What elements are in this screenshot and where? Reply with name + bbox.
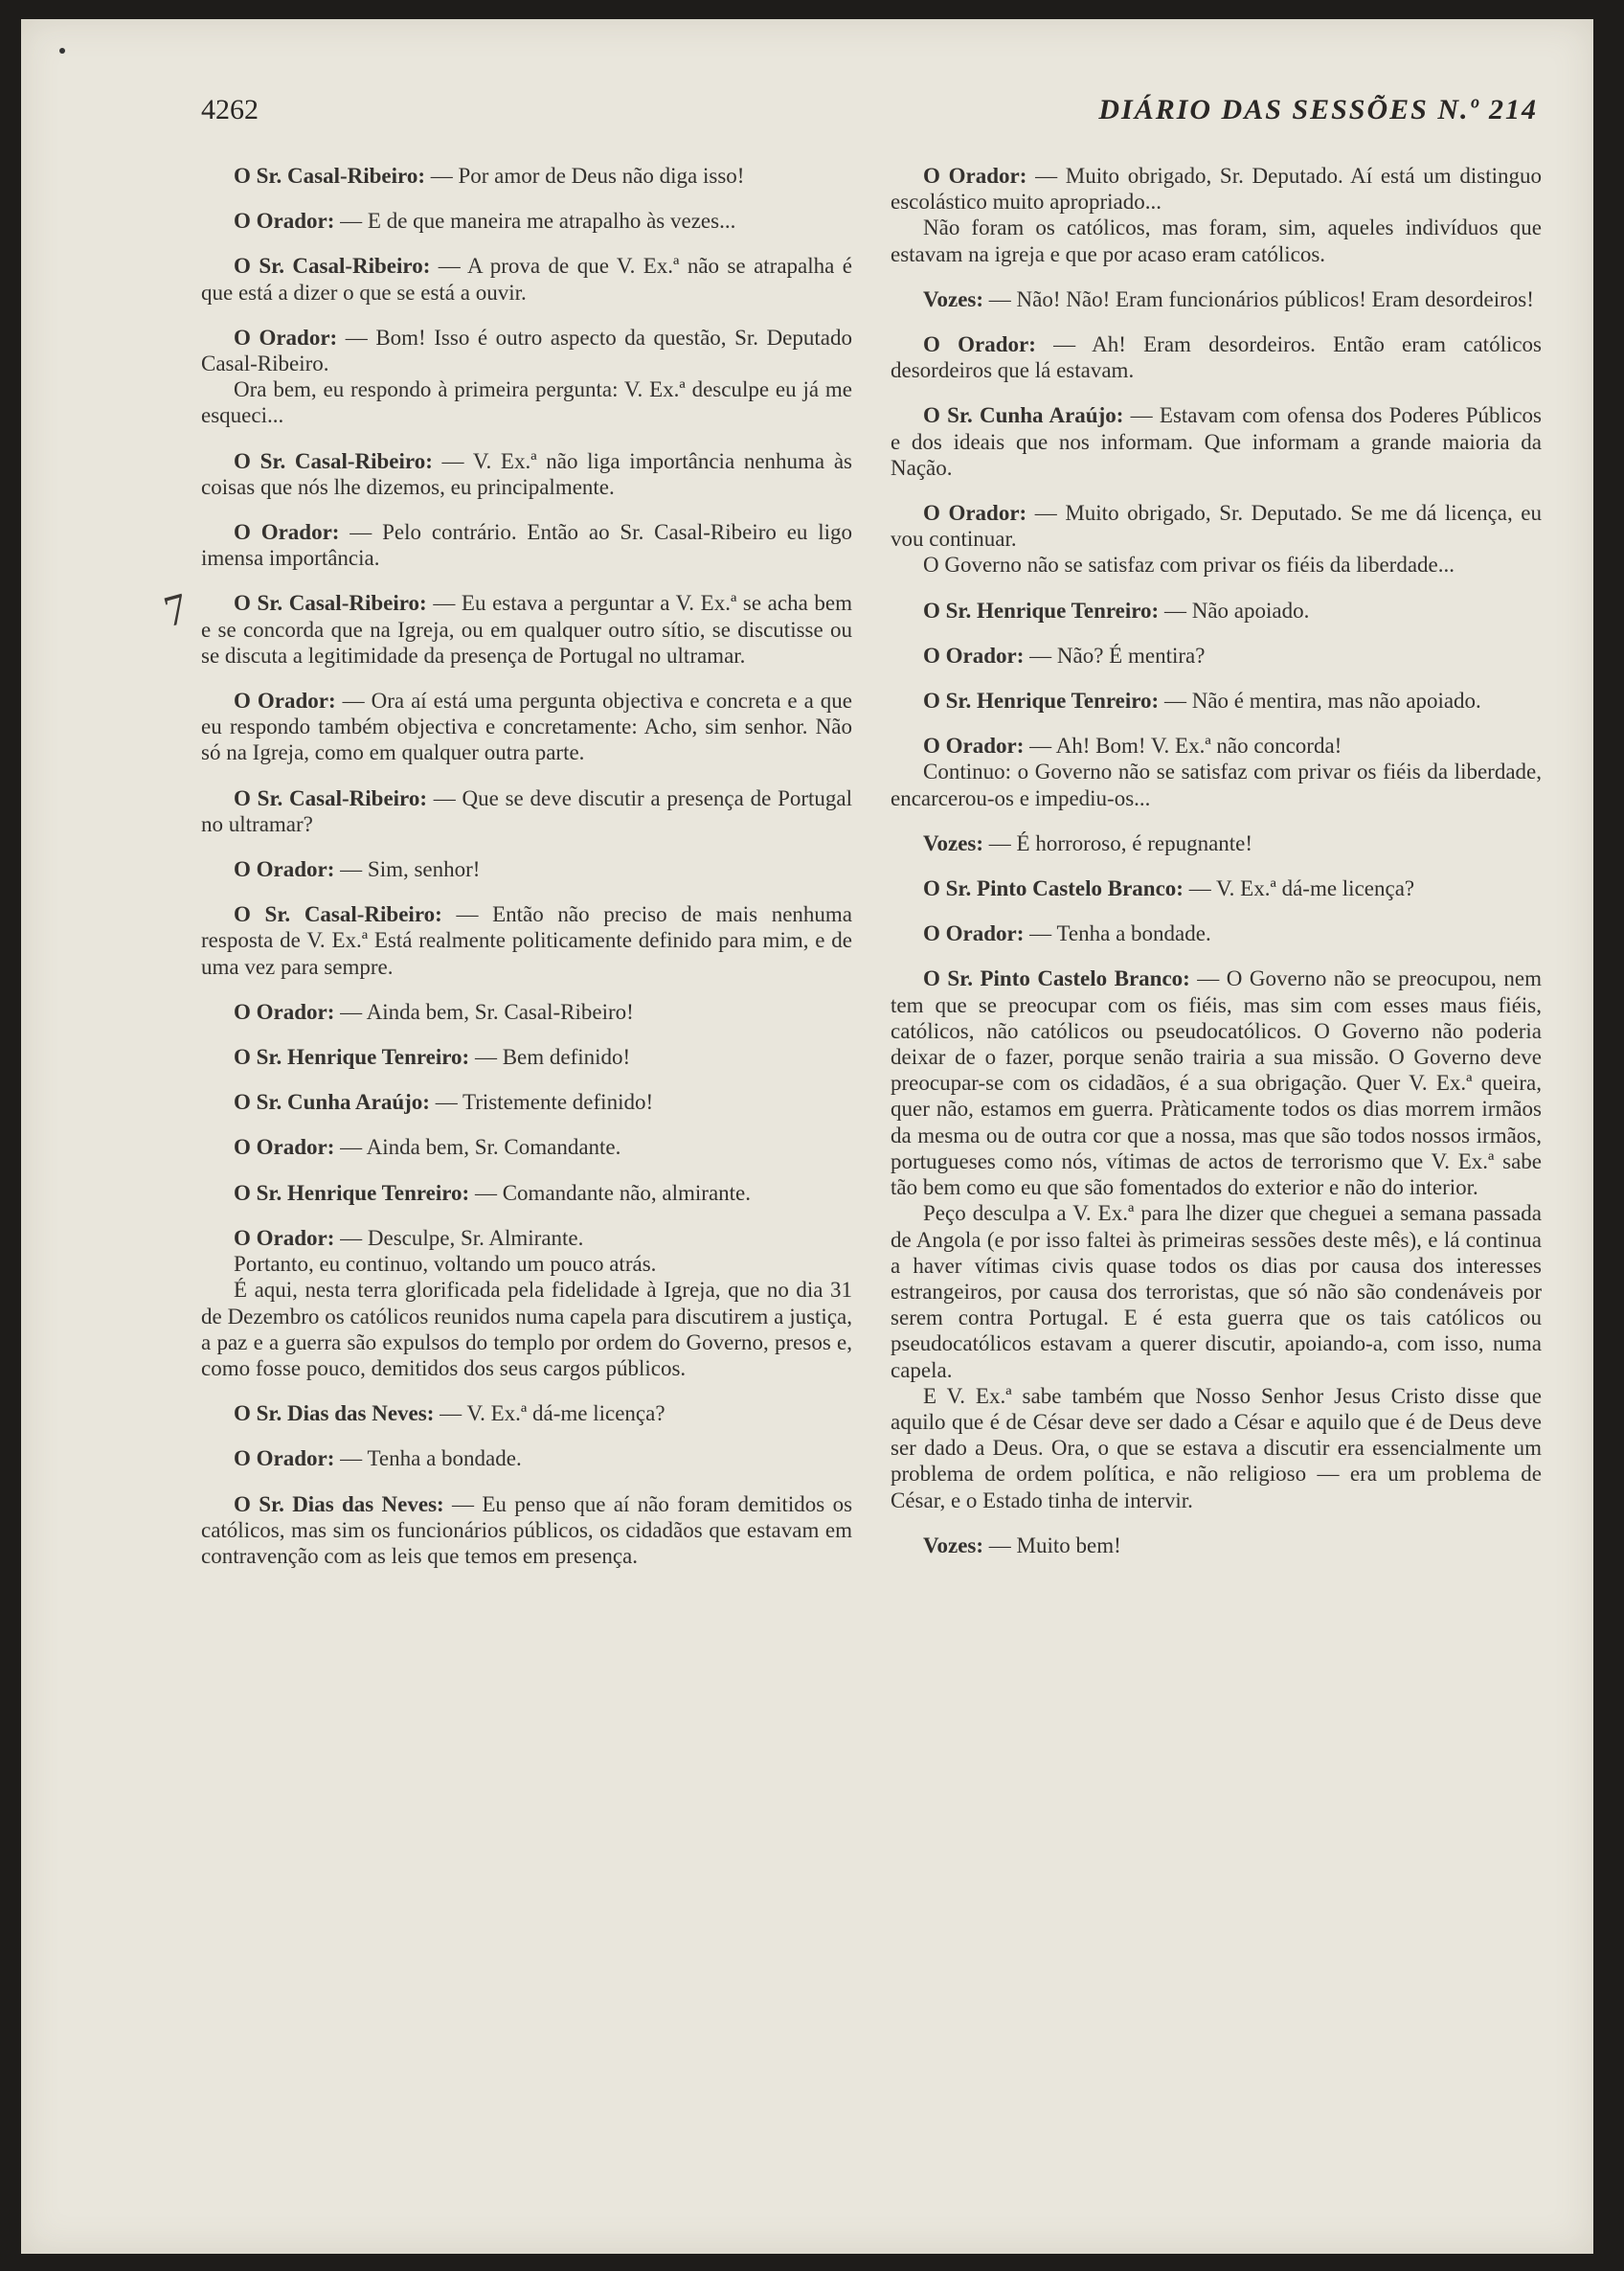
speaker-name: O Orador:: [923, 921, 1025, 946]
speech-text: — Bom! Isso é outro aspecto da questão, Sr. Deputado Casal-Ribeiro.: [201, 325, 852, 376]
speech-paragraph: [891, 1533, 1542, 1558]
speech-paragraph: [891, 875, 1542, 901]
speech-paragraph: [201, 590, 852, 669]
speaker-name: O Orador:: [234, 689, 336, 714]
speech-paragraph: [891, 920, 1542, 946]
speech-paragraph: [891, 830, 1542, 856]
left-column: [201, 163, 852, 1588]
margin-mark: 7: [158, 582, 193, 637]
speaker-name: O Sr. Casal-Ribeiro:: [234, 164, 425, 188]
speech-text: — A prova de que V. Ex.ª não se atrapalha é que está a dizer o que se está a ouvir.: [201, 254, 852, 305]
speaker-name: O Sr. Casal-Ribeiro:: [234, 785, 427, 810]
document-page: [21, 19, 1593, 2254]
speaker-name: O Orador:: [234, 520, 340, 545]
speech-paragraph: [201, 376, 852, 428]
speaker-name: O Sr. Henrique Tenreiro:: [923, 598, 1160, 623]
speech-paragraph: [891, 552, 1542, 578]
speech-paragraph: [891, 163, 1542, 215]
speech-paragraph: [201, 1044, 852, 1070]
speech-paragraph: [891, 331, 1542, 383]
speech-text: — Ah! Eram desordeiros. Então eram católicos desordeiros que lá estavam.: [891, 332, 1543, 383]
speech-paragraph: [201, 999, 852, 1025]
speech-paragraph: [201, 1225, 852, 1251]
speaker-name: O Sr. Pinto Castelo Branco:: [923, 876, 1184, 901]
speech-paragraph: [891, 643, 1542, 669]
speaker-name: O Orador:: [923, 501, 1027, 526]
speaker-name: O Orador:: [234, 325, 338, 350]
speech-text: — Muito bem!: [988, 1533, 1121, 1557]
speaker-name: O Orador:: [923, 734, 1025, 759]
speech-text: — E de que maneira me atrapalho às vezes...: [340, 209, 736, 234]
speech-paragraph: [891, 759, 1542, 810]
speech-paragraph: [891, 402, 1542, 481]
speaker-name: O Orador:: [234, 1225, 335, 1250]
speech-text: — Tristemente definido!: [435, 1090, 654, 1115]
right-column: [891, 163, 1542, 1578]
speech-text: Peço desculpa a V. Ex.ª para lhe dizer que cheguei a semana passada de Angola (e por isso faltei às primeiras sessões deste mês), e lá continua a haver vítimas civis quase todos os dias por causa dos interesses estrangeiros, por causa dos terroristas, que só não são condenáveis por serem contra Portugal. E é esta guerra que os tais católicos ou pseudocatólicos estavam a querer discutir, apoiando-a, com isso, numa capela.: [891, 1201, 1542, 1382]
speech-text: Portanto, eu continuo, voltando um pouco atrás.: [234, 1252, 657, 1277]
speech-paragraph: [891, 500, 1542, 552]
speech-text: — Pelo contrário. Então ao Sr. Casal-Ribeiro eu ligo imensa importância.: [201, 520, 853, 571]
speaker-name: O Orador:: [923, 164, 1027, 188]
speech-text: — É horroroso, é repugnante!: [988, 830, 1253, 855]
speech-text: O Governo não se satisfaz com privar os fiéis da liberdade...: [923, 553, 1455, 578]
speech-paragraph: [891, 286, 1542, 312]
speech-paragraph: [201, 1180, 852, 1206]
speech-text: — Ainda bem, Sr. Comandante.: [340, 1135, 621, 1160]
speech-paragraph: [201, 163, 852, 189]
speaker-name: O Sr. Dias das Neves:: [234, 1491, 444, 1516]
speech-text: — Muito obrigado, Sr. Deputado. Aí está um distinguo escolástico muito apropriado...: [891, 164, 1542, 215]
speaker-name: Vozes:: [923, 830, 984, 855]
speaker-name: Vozes:: [923, 286, 984, 311]
speaker-name: O Sr. Pinto Castelo Branco:: [923, 966, 1190, 991]
speech-paragraph: [201, 785, 852, 837]
speaker-name: O Orador:: [234, 857, 335, 882]
speech-text: — Não? É mentira?: [1029, 643, 1206, 668]
speech-text: — Não é mentira, mas não apoiado.: [1163, 689, 1481, 714]
speaker-name: O Sr. Henrique Tenreiro:: [923, 689, 1160, 714]
page-number: 4262: [201, 94, 259, 125]
speech-paragraph: [201, 856, 852, 882]
speech-text: É aqui, nesta terra glorificada pela fidelidade à Igreja, que no dia 31 de Dezembro os católicos reunidos numa capela para discutirem a justiça, a paz e a guerra são expulsos do templo por ordem do Governo, presos e, como fosse pouco, demitidos dos seus cargos públicos.: [201, 1278, 852, 1380]
speaker-name: O Sr. Cunha Araújo:: [234, 1090, 430, 1115]
speech-text: — Então não preciso de mais nenhuma resposta de V. Ex.ª Está realmente politicamente definido para mim, e de uma vez para sempre.: [201, 902, 853, 979]
speaker-name: O Sr. Casal-Ribeiro:: [234, 448, 433, 473]
speech-paragraph: [201, 1445, 852, 1471]
speaker-name: O Orador:: [234, 209, 335, 234]
speech-text: — V. Ex.ª não liga importância nenhuma às coisas que nós lhe dizemos, eu principalmente.: [201, 448, 852, 499]
speech-paragraph: [201, 325, 852, 376]
speaker-name: O Sr. Casal-Ribeiro:: [234, 902, 442, 927]
speech-paragraph: [201, 448, 852, 500]
speech-paragraph: [201, 688, 852, 766]
speaker-name: O Sr. Casal-Ribeiro:: [234, 591, 427, 616]
speech-paragraph: [891, 1200, 1542, 1382]
speech-text: — Que se deve discutir a presença de Portugal no ultramar?: [201, 785, 853, 836]
corner-dot: [59, 48, 65, 54]
speech-paragraph: [201, 1400, 852, 1426]
speaker-name: O Sr. Henrique Tenreiro:: [234, 1180, 470, 1205]
speaker-name: O Sr. Henrique Tenreiro:: [234, 1045, 470, 1070]
speech-text: — Tenha a bondade.: [1029, 921, 1211, 946]
speech-paragraph: [891, 215, 1542, 266]
speech-paragraph: [201, 1134, 852, 1160]
speech-text: — Ainda bem, Sr. Casal-Ribeiro!: [340, 999, 634, 1024]
speech-paragraph: [891, 1383, 1542, 1513]
speech-text: — V. Ex.ª dá-me licença?: [440, 1401, 665, 1426]
speech-text: Não foram os católicos, mas foram, sim, aqueles indivíduos que estavam na igreja e que por acaso eram católicos.: [891, 216, 1542, 266]
speech-paragraph: [891, 965, 1542, 1200]
speech-text: — Não apoiado.: [1163, 598, 1310, 623]
speech-text: — Tenha a bondade.: [340, 1446, 522, 1471]
speech-text: — Ora aí está uma pergunta objectiva e concreta e a que eu respondo também objectiva e concretamente: Acho, sim senhor. Não só na Igreja, como em qualquer outra parte.: [201, 689, 853, 765]
speaker-name: O Sr. Casal-Ribeiro:: [234, 254, 431, 279]
journal-title: DIÁRIO DAS SESSÕES N.º 214: [1098, 94, 1538, 125]
speech-text: — Sim, senhor!: [340, 857, 481, 882]
speech-text: — O Governo não se preocupou, nem tem que se preocupar com os fiéis, mas sim com esses maus fiéis, católicos, não católicos ou pseudocatólicos. O Governo não poderia deixar de o fazer, porque senão trairia a sua missão. O Governo deve preocupar-se com os cidadãos, é a sua obrigação. Quer V. Ex.ª queira, quer não, estamos em guerra. Pràticamente todos os dias morrem irmãos da mesma ou de outra cor que a nossa, mas que são todos nossos irmãos, portugueses como nós, vítimas de actos de terrorismo que V. Ex.ª sabe tão bem como eu que são fomentados do exterior e não do interior.: [891, 966, 1542, 1200]
speech-text: — Por amor de Deus não diga isso!: [430, 164, 745, 188]
speech-paragraph: [891, 733, 1542, 759]
speech-text: Continuo: o Governo não se satisfaz com privar os fiéis da liberdade, encarcerou-os e impediu-os...: [891, 760, 1542, 810]
speech-text: — Estavam com ofensa dos Poderes Públicos e dos ideais que nos informam. Que informam a grande maioria da Nação.: [891, 403, 1542, 480]
speech-text: E V. Ex.ª sabe também que Nosso Senhor Jesus Cristo disse que aquilo que é de César deve ser dado a César e aquilo que é de Deus deve ser dado a Deus. Ora, o que se estava a discutir era essencialmente um problema de ordem política, e não religioso — era um problema de César, e o Estado tinha de intervir.: [891, 1383, 1542, 1512]
speech-paragraph: [201, 519, 852, 571]
speech-text: — Ah! Bom! V. Ex.ª não concorda!: [1029, 734, 1342, 759]
speaker-name: O Orador:: [234, 1446, 335, 1471]
page-header: [201, 94, 1538, 142]
speech-paragraph: [201, 1251, 852, 1277]
speech-text: — Comandante não, almirante.: [474, 1180, 752, 1205]
speaker-name: O Orador:: [234, 999, 335, 1024]
speech-paragraph: [201, 253, 852, 305]
speaker-name: O Sr. Dias das Neves:: [234, 1401, 435, 1426]
speech-paragraph: [201, 1277, 852, 1381]
speech-text: — Muito obrigado, Sr. Deputado. Se me dá licença, eu vou continuar.: [891, 501, 1543, 552]
speech-text: — Bem definido!: [474, 1045, 631, 1070]
speech-text: — Desculpe, Sr. Almirante.: [340, 1225, 584, 1250]
speech-paragraph: [201, 208, 852, 234]
speech-paragraph: [891, 598, 1542, 624]
speech-paragraph: [201, 1089, 852, 1115]
speaker-name: Vozes:: [923, 1533, 984, 1557]
speech-paragraph: [891, 688, 1542, 714]
speech-text: — Eu penso que aí não foram demitidos os católicos, mas sim os funcionários públicos, os cidadãos que estavam em contravenção com as leis que temos em presença.: [201, 1491, 853, 1568]
speech-text: — Não! Não! Eram funcionários públicos! Eram desordeiros!: [988, 286, 1534, 311]
speaker-name: O Orador:: [923, 643, 1025, 668]
speech-paragraph: [201, 901, 852, 980]
speech-paragraph: [201, 1491, 852, 1570]
speech-text: — V. Ex.ª dá-me licença?: [1188, 876, 1415, 901]
speaker-name: O Orador:: [923, 332, 1036, 357]
speaker-name: O Sr. Cunha Araújo:: [923, 403, 1124, 428]
speaker-name: O Orador:: [234, 1135, 335, 1160]
speech-text: Ora bem, eu respondo à primeira pergunta: V. Ex.ª desculpe eu já me esqueci...: [201, 377, 852, 428]
speech-text: — Eu estava a perguntar a V. Ex.ª se acha bem e se concorda que na Igreja, ou em qualquer outro sítio, se discutisse ou se discuta a legitimidade da presença de Portugal no ultramar.: [201, 591, 853, 668]
